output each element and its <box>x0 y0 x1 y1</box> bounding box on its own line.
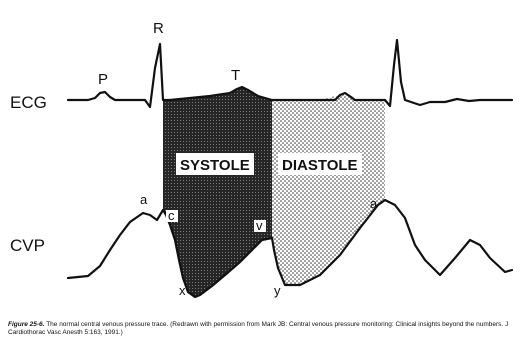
cvp-y-descent-label: y <box>274 283 281 298</box>
diastole-label: DIASTOLE <box>282 157 358 174</box>
cvp-x-descent-label: x <box>179 283 186 298</box>
caption-text: The normal central venous pressure trace. (Redrawn with permission from Mark JB: Central venous pressure monitoring: Clinical insights beyond the numbers. J Cardiothorac Vasc Anesth 5:163, 1991.) <box>8 321 509 336</box>
cvp-a-wave-label-2: a <box>370 196 378 211</box>
diastole-region <box>272 93 385 285</box>
ecg-label: ECG <box>10 93 47 112</box>
ecg-trace <box>68 40 512 107</box>
r-wave-label: R <box>153 20 164 37</box>
systole-label: SYSTOLE <box>180 157 250 174</box>
cvp-v-wave-label: v <box>256 218 263 233</box>
cvp-a-wave-label: a <box>140 192 148 207</box>
p-wave-label: P <box>98 71 109 88</box>
figure-caption <box>8 321 513 337</box>
cvp-c-wave-label: c <box>168 208 175 223</box>
figure-number: Figure 25-6. <box>8 321 45 328</box>
cvp-label: CVP <box>10 236 45 255</box>
t-wave-label: T <box>231 67 241 84</box>
